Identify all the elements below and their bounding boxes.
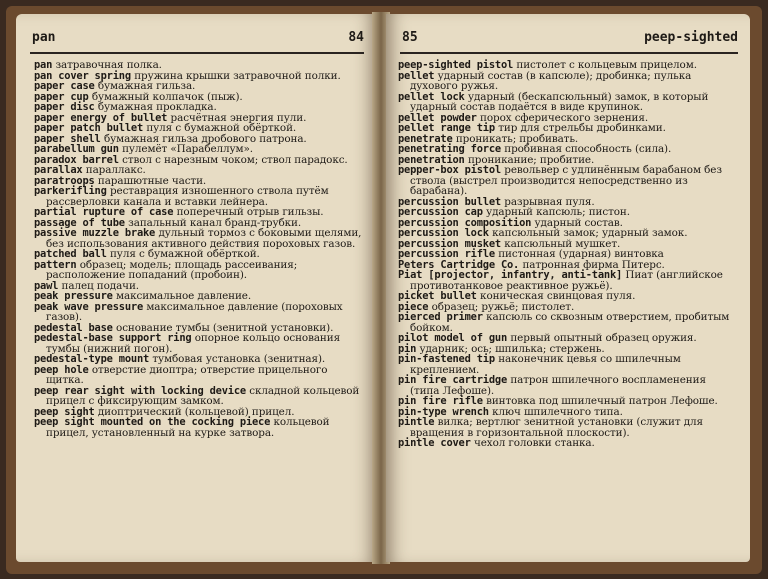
entry-term: pedestal-type mount	[34, 353, 150, 365]
header-rule	[400, 52, 738, 54]
entry-definition: вилка; вертлюг зенитной установки (служит для вращения в горизонтальной плоскости).	[410, 416, 703, 439]
entry-term: patched ball	[34, 248, 107, 260]
entry-term: pedestal base	[34, 321, 113, 334]
entry-definition: палец подачи.	[61, 279, 139, 292]
entry-term: pellet range tip	[398, 122, 495, 134]
entry-term: peep hole	[34, 363, 89, 376]
dictionary-entry	[34, 228, 366, 249]
entry-definition: ударный состав (в капсюле); дробинка; пулька духового ружья.	[410, 69, 692, 92]
entry-definition: ударник; ось; шпилька; стержень.	[419, 342, 605, 355]
dictionary-entry	[398, 71, 736, 92]
entry-definition: патрон шпилечного воспламенения (типа Лефоше).	[410, 374, 706, 397]
entry-definition: бумажная прокладка.	[97, 101, 217, 113]
entry-term: paper shell	[34, 132, 101, 145]
entry-term: paper energy of bullet	[34, 111, 168, 124]
dictionary-entry	[398, 270, 736, 291]
entry-definition: максимальное давление.	[116, 290, 252, 302]
entry-definition: винтовка под шпилечный патрон Лефоше.	[486, 395, 718, 407]
entry-definition: диоптрический (кольцевой) прицел.	[97, 405, 295, 418]
entry-definition: расчётная энергия пули.	[170, 111, 307, 124]
running-head: peep-sighted	[644, 30, 738, 45]
entry-term: peep rear sight with locking device	[34, 384, 246, 397]
dictionary-entry	[398, 438, 736, 449]
entry-definition: реставрация изношенного ствола путём рассверловки канала и вставки лейнера.	[46, 185, 329, 208]
entry-term: percussion cap	[398, 206, 483, 218]
entry-term: pawl	[34, 279, 59, 292]
entry-term: pedestal-base support ring	[34, 332, 192, 344]
dictionary-entry	[398, 165, 736, 197]
entry-term: peak wave pressure	[34, 300, 144, 313]
entry-term: pepper-box pistol	[398, 164, 501, 176]
entry-definition: пулемёт «Парабеллум».	[122, 143, 253, 155]
entry-definition: тир для стрельбы дробинками.	[498, 122, 666, 134]
entry-definition: Пиат (английское противотанковое реактивное ружьё).	[410, 269, 723, 292]
running-head: pan	[32, 30, 56, 45]
entry-term: paper patch bullet	[34, 122, 144, 134]
entry-definition: основание тумбы (зенитной установки).	[116, 321, 334, 334]
entry-definition: разрывная пуля.	[504, 195, 595, 208]
entry-definition: пистолет с кольцевым прицелом.	[516, 59, 697, 71]
entry-term: pellet lock	[398, 90, 465, 103]
entry-term: percussion musket	[398, 237, 501, 250]
page-number: 85	[402, 30, 418, 45]
entry-definition: порох сферического зернения.	[480, 111, 649, 124]
entry-term: pellet powder	[398, 111, 477, 124]
entry-term: peep-sighted pistol	[398, 59, 514, 71]
entry-term: Peters Cartridge Co.	[398, 258, 520, 271]
page-number: 84	[348, 30, 364, 45]
entry-definition: затравочная полка.	[55, 59, 162, 71]
left-entry-list	[34, 60, 366, 438]
dictionary-entry	[34, 186, 366, 207]
entry-term: pattern	[34, 258, 77, 271]
dictionary-entry	[398, 417, 736, 438]
entry-definition: максимальное давление (пороховых газов).	[46, 300, 343, 323]
entry-term: parkerifling	[34, 185, 107, 197]
dictionary-entry	[398, 375, 736, 396]
entry-term: pan cover spring	[34, 69, 131, 82]
entry-term: percussion rifle	[398, 248, 495, 260]
left-page-header	[32, 30, 364, 50]
entry-definition: бумажная гильза.	[97, 80, 196, 92]
entry-term: piece	[398, 300, 429, 313]
entry-definition: ударный капсюль; пистон.	[486, 206, 630, 218]
right-entry-list	[398, 60, 736, 449]
dictionary-entry	[398, 312, 736, 333]
entry-term: pellet	[398, 69, 435, 82]
dictionary-entry	[34, 302, 366, 323]
entry-definition: пуля с бумажной обёрткой.	[109, 248, 260, 260]
entry-term: parabellum gun	[34, 143, 119, 155]
entry-term: pilot model of gun	[398, 332, 508, 344]
entry-term: peep sight	[34, 405, 95, 418]
entry-definition: кольцевой прицел, установленный на курке затвора.	[46, 416, 330, 439]
entry-definition: складной кольцевой прицел с фиксирующим замком.	[46, 384, 360, 407]
dictionary-entry	[34, 260, 366, 281]
entry-definition: пуля с бумажной обёрткой.	[146, 122, 297, 134]
entry-definition: ударный (бескапсюльный) замок, в который ударный состав подаётся в виде крупинок.	[410, 90, 709, 113]
entry-definition: ударный состав.	[534, 216, 623, 229]
entry-term: percussion composition	[398, 216, 532, 229]
entry-definition: тумбовая установка (зенитная).	[152, 353, 326, 365]
entry-definition: поперечный отрыв гильзы.	[176, 206, 324, 218]
entry-term: paradox barrel	[34, 153, 119, 166]
entry-term: picket bullet	[398, 290, 477, 302]
header-rule	[30, 52, 364, 54]
dictionary-entry	[34, 333, 366, 354]
entry-term: penetrating force	[398, 143, 501, 155]
entry-definition: бумажный колпачок (пыж).	[91, 90, 243, 103]
entry-term: pin-type wrench	[398, 405, 489, 418]
entry-definition: проникать; пробивать.	[455, 132, 579, 145]
entry-definition: капсюль со сквозным отверстием, пробитым бойком.	[410, 311, 730, 334]
entry-term: pintle cover	[398, 437, 471, 449]
entry-definition: капсюльный мушкет.	[504, 237, 621, 250]
dictionary-entry	[34, 365, 366, 386]
entry-term: pintle	[398, 416, 435, 428]
dictionary-entry	[398, 354, 736, 375]
entry-definition: образец; модель; площадь рассеивания; расположение попаданий (пробоин).	[46, 258, 298, 281]
right-page	[386, 14, 750, 562]
entry-term: pan	[34, 59, 53, 71]
entry-definition: пробивная способность (сила).	[504, 143, 672, 155]
entry-definition: запальный канал бранд-трубки.	[128, 216, 302, 229]
entry-term: Piat [projector, infantry, anti-tank]	[398, 269, 623, 281]
entry-definition: парашютные части.	[97, 174, 207, 187]
entry-definition: чехол головки станка.	[473, 437, 595, 449]
entry-term: passive muzzle brake	[34, 227, 156, 239]
entry-definition: дульный тормоз с боковыми щелями, без использования активного действия пороховых газов.	[46, 227, 362, 250]
entry-definition: патронная фирма Питерс.	[522, 258, 665, 271]
entry-term: percussion bullet	[398, 195, 501, 208]
entry-definition: револьвер с удлинённым барабаном без ствола (выстрел производится непосредственно из барабана).	[410, 164, 722, 197]
entry-definition: проникание; пробитие.	[467, 153, 595, 166]
dictionary-entry	[398, 92, 736, 113]
entry-definition: наконечник цевья со шпилечным креплением.	[410, 353, 681, 376]
entry-term: partial rupture of case	[34, 206, 174, 218]
entry-definition: капсюльный замок; ударный замок.	[492, 227, 688, 239]
entry-definition: отверстие диоптра; отверстие прицельного щитка.	[46, 363, 328, 386]
entry-term: paper case	[34, 80, 95, 92]
entry-term: paper disc	[34, 101, 95, 113]
entry-term: pin-fastened tip	[398, 353, 495, 365]
entry-definition: пистонная (ударная) винтовка	[498, 248, 664, 260]
entry-term: penetration	[398, 153, 465, 166]
entry-term: paper cup	[34, 90, 89, 103]
entry-definition: пружина крышки затравочной полки.	[134, 69, 341, 82]
entry-definition: параллакс.	[85, 164, 146, 176]
left-page	[16, 14, 376, 562]
entry-definition: ключ шпилечного типа.	[492, 405, 623, 418]
entry-term: pin	[398, 342, 417, 355]
entry-term: peep sight mounted on the cocking piece	[34, 416, 271, 428]
entry-term: peak pressure	[34, 290, 113, 302]
right-page-header	[402, 30, 738, 50]
dictionary-entry	[34, 386, 366, 407]
entry-term: pin fire cartridge	[398, 374, 508, 386]
entry-definition: бумажная гильза дробового патрона.	[103, 132, 307, 145]
entry-definition: ствол с нарезным чоком; ствол парадокс.	[122, 153, 348, 166]
entry-term: pin fire rifle	[398, 395, 483, 407]
entry-term: percussion lock	[398, 227, 489, 239]
entry-term: pierced primer	[398, 311, 483, 323]
dictionary-entry	[34, 417, 366, 438]
entry-term: parallax	[34, 164, 83, 176]
entry-term: penetrate	[398, 132, 453, 145]
entry-term: paratroops	[34, 174, 95, 187]
entry-definition: образец; ружьё; пистолет.	[431, 300, 575, 313]
entry-term: passage of tube	[34, 216, 125, 229]
entry-definition: опорное кольцо основания тумбы (нижний погон).	[46, 332, 341, 355]
entry-definition: первый опытный образец оружия.	[510, 332, 697, 344]
entry-definition: коническая свинцовая пуля.	[480, 290, 636, 302]
